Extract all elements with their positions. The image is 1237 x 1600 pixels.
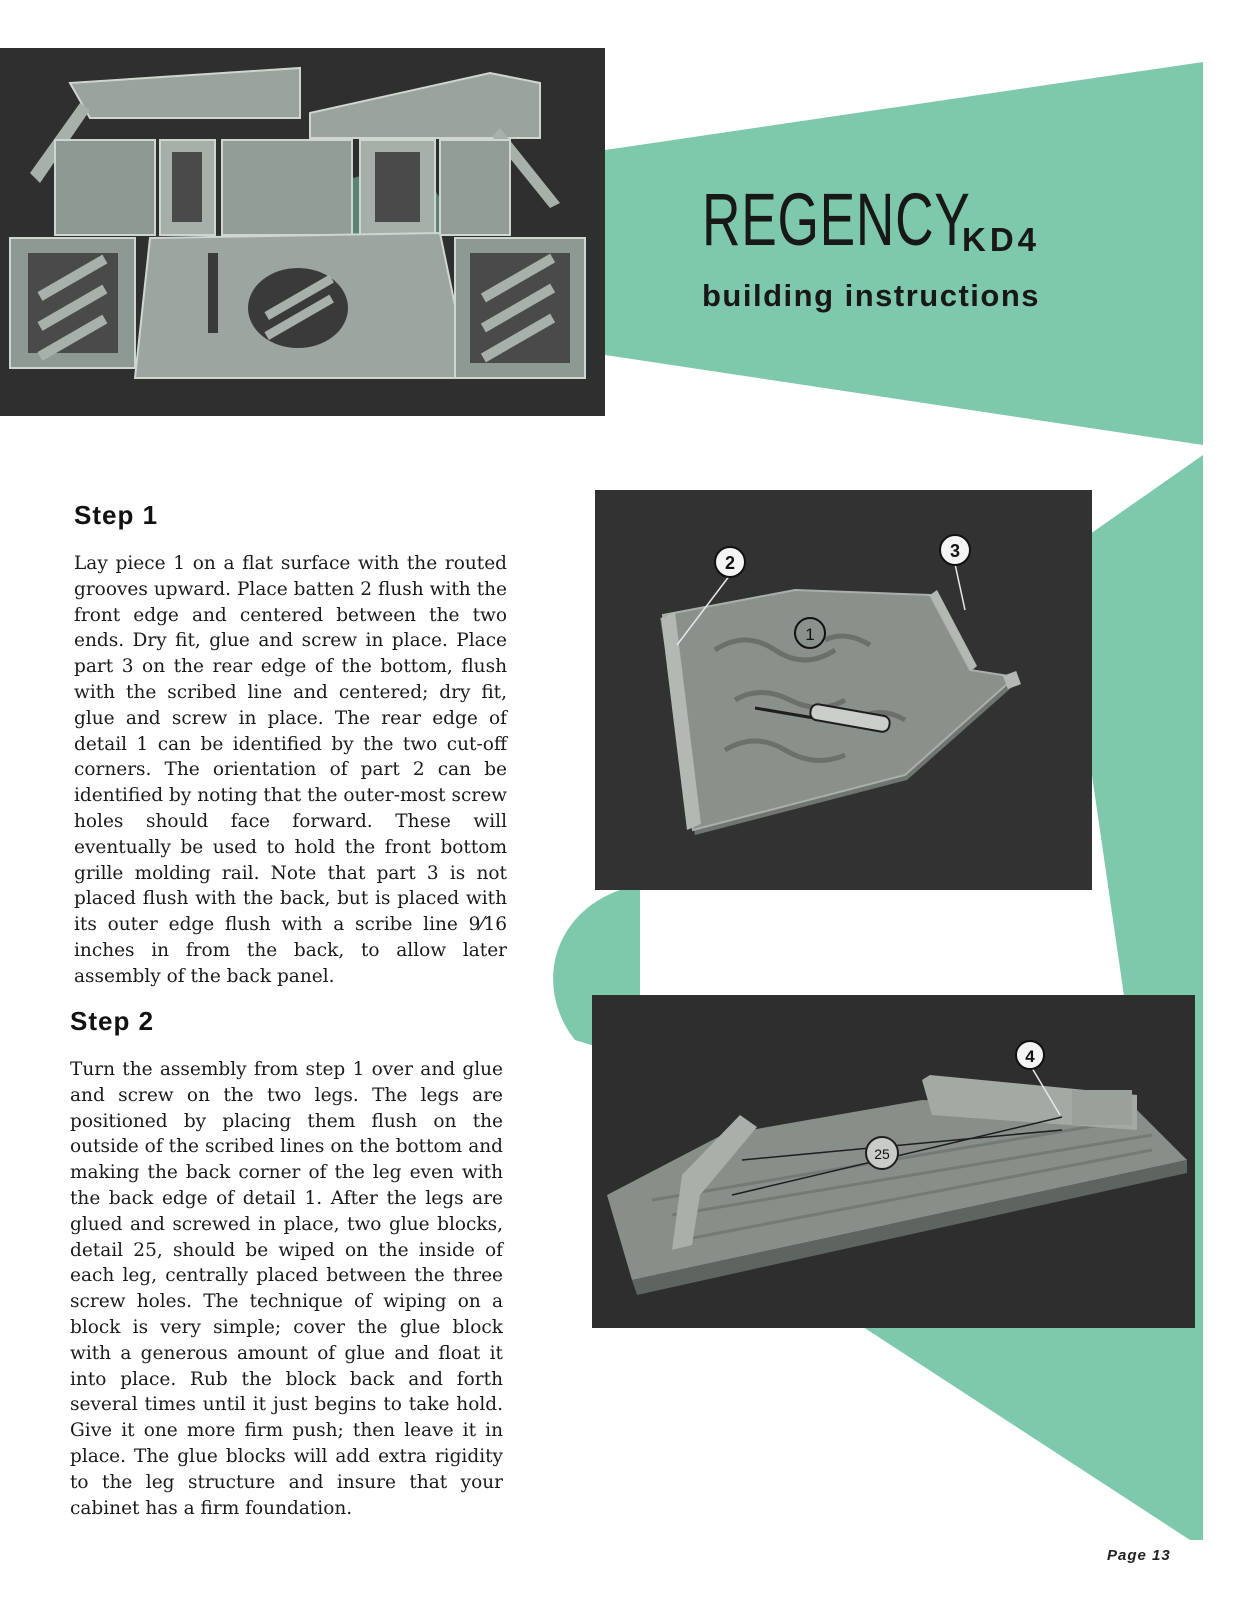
step-1-body: Lay piece 1 on a flat surface with the routed grooves upward. Place batten 2 flush with the front edge and centered between the two ends. Dry fit, glue and screw in place. Place part 3 on the rear edge of the bottom, flush with the scribed line and centered; dry fit, glue and screw in place. The rear edge of detail 1 can be identified by the two cut-off corners. The orientation of part 2 can be identified by noting that the outer-most screw holes should face forward. These will eventually be used to hold the front bottom grille molding rail. Note that part 3 is not placed flush with the back, but is placed with its outer edge flush with a scribe line 9⁄16 inches in from the back, to allow later assembly of the back panel. [74,553,507,987]
bottom-green-wedge [860,1325,1203,1540]
page-title: REGENCY [702,178,971,261]
step2-photo [592,995,1195,1328]
step-1 [74,500,507,990]
svg-text:25: 25 [874,1146,890,1162]
step1-photo [595,490,1092,890]
step-1-heading: Step 1 [74,500,159,530]
model-number: KD4 [962,221,1041,258]
page-subtitle: building instructions [702,278,1041,313]
step-2-heading: Step 2 [70,1006,155,1036]
svg-text:4: 4 [1025,1047,1035,1066]
step-2 [70,1006,503,1521]
page-number: Page 13 [1107,1547,1171,1564]
svg-text:3: 3 [949,541,961,561]
step-2-body: Turn the assembly from step 1 over and glue and screw on the two legs. The legs are positioned by placing them flush on the outside of the scribed lines on the bottom and making the back corner of the leg even with the back edge of detail 1. After the legs are glued and screwed in place, two glue blocks, detail 25, should be wiped on the inside of each leg, centrally placed between the three screw holes. The technique of wiping on a block is very simple; cover the glue block with a generous amount of glue and float it into place. Rub the block back and forth several times until it just begins to take hold. Give it one more firm push; then leave it in place. The glue blocks will add extra rigidity to the leg structure and insure that your cabinet has a firm foundation. [70,1059,503,1519]
svg-text:1: 1 [805,625,815,644]
parts-layout-photo [0,48,605,416]
callout-25 [866,1137,898,1169]
title-block [702,178,1162,313]
svg-text:2: 2 [724,553,736,573]
